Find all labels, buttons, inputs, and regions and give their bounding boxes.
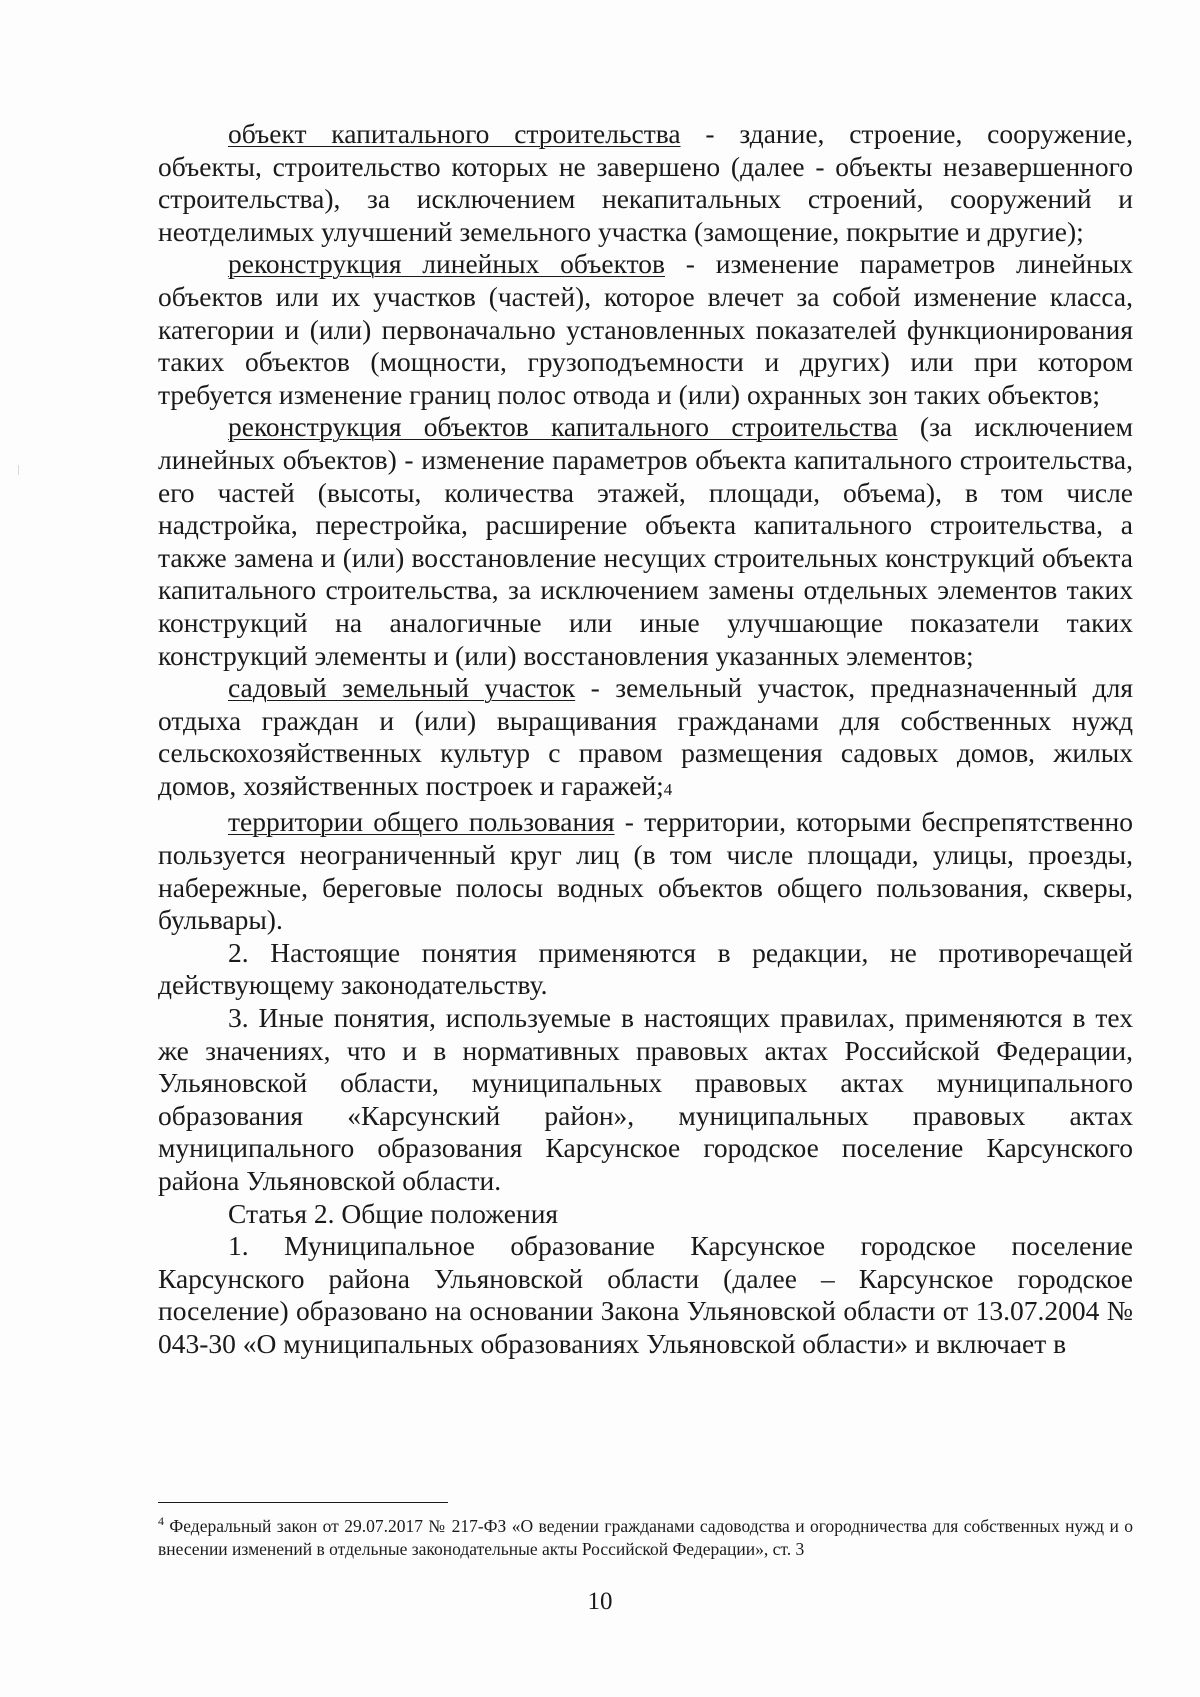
article-paragraph: 1. Муниципальное образование Карсунское городское поселение Карсунского района Ульяновской области (далее – Карсунское городское поселение) образовано на основании Закона Ульяновской области от 13.07.2004 № 043-30 «О муниципальных образованиях Ульяновской области» и включает в: [158, 1230, 1133, 1359]
definition-text: - здание, строение, сооружение, объекты, строительство которых не завершено (далее - объекты незавершенного строительства), за исключением некапитальных строений, сооружений и неотделимых улучшений земельного участка (замощение, покрытие и другие);: [158, 118, 1133, 247]
page-number: 10: [587, 1588, 613, 1615]
definition-paragraph: [158, 118, 1133, 248]
definition-paragraph: [158, 411, 1133, 672]
numbered-paragraph: 2. Настоящие понятия применяются в редакции, не противоречащей действующему законодательству.: [158, 936, 1133, 1001]
footnote-text: Федеральный закон от 29.07.2017 № 217-ФЗ «О ведении гражданами садоводства и огородничества для собственных нужд и о внесении изменений в отдельные законодательные акты Российской Федерации», ст. 3: [158, 1515, 1133, 1559]
definition-text: (за исключением линейных объектов) - изменение параметров объекта капитального строительства, его частей (высоты, количества этажей, площади, объема), в том числе надстройка, перестройка, расширение объекта капитального строительства, а также замена и (или) восстановление несущих строительных конструкций объекта капитального строительства, за исключением замены отдельных элементов таких конструкций на аналогичные или иные улучшающие показатели таких конструкций элементы и (или) восстановления указанных элементов;: [158, 411, 1133, 671]
footnote: [158, 1510, 1133, 1561]
definition-paragraph: [158, 806, 1133, 936]
defined-term: реконструкция объектов капитального строительства: [228, 411, 898, 443]
scan-artifact: [18, 465, 19, 475]
footnote-separator: [158, 1502, 448, 1503]
defined-term: территории общего пользования: [228, 806, 615, 838]
document-body: [158, 118, 1133, 1361]
definition-text: - земельный участок, предназначенный для отдыха граждан и (или) выращивания гражданами для собственных нужд сельскохозяйственных культур с правом размещения садовых домов, жилых домов, хозяйственных построек и гаражей;: [158, 672, 1133, 801]
footnote-marker: 4: [158, 1514, 164, 1528]
numbered-paragraph: 3. Иные понятия, используемые в настоящих правилах, применяются в тех же значениях, что и в нормативных правовых актах Российской Федерации, Ульяновской области, муниципальных правовых актах муниципального образования «Карсунский район», муниципальных правовых актах муниципального образования Карсунское городское поселение Карсунского района Ульяновской области.: [158, 1002, 1133, 1196]
footnote-reference: 4: [663, 779, 673, 799]
definition-paragraph: [158, 248, 1133, 411]
defined-term: объект капитального строительства: [228, 118, 681, 149]
defined-term: садовый земельный участок: [228, 672, 576, 704]
article-heading: Статья 2. Общие положения: [228, 1197, 559, 1229]
definition-text: - изменение параметров линейных объектов или их участков (частей), которое влечет за собой изменение класса, категории и (или) первоначально установленных показателей функционирования таких объектов (мощности, грузоподъемности и других) или при котором требуется изменение границ полос отвода и (или) охранных зон таких объектов;: [158, 248, 1134, 410]
definition-text: - территории, которыми беспрепятственно пользуется неограниченный круг лиц (в том числе площади, улицы, проезды, набережные, береговые полосы водных объектов общего пользования, скверы, бульвары).: [158, 806, 1133, 936]
definition-paragraph: [158, 672, 1133, 806]
defined-term: реконструкция линейных объектов: [228, 248, 665, 280]
